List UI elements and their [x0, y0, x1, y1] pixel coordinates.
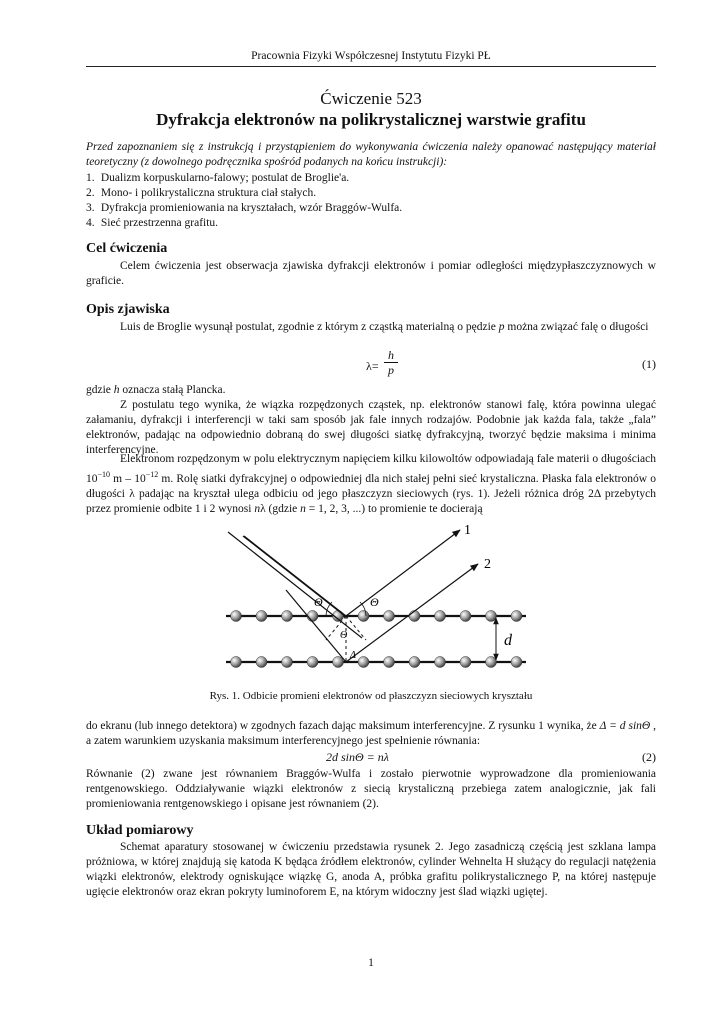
- topics-list: [86, 171, 656, 231]
- lattice-atom: [333, 657, 344, 668]
- lattice-atom: [307, 657, 318, 668]
- lattice-atom: [282, 657, 293, 668]
- opis-paragraph-1: Luis de Broglie wysunął postulat, zgodnie z którym z cząstką materialną o pędzie p można związać falę o długości: [120, 321, 649, 333]
- list-item: 1. Dualizm korpuskularno-falowy; postulat de Broglie'a.: [86, 172, 350, 184]
- lattice-atom: [511, 657, 522, 668]
- section-heading-cel: Cel ćwiczenia: [86, 241, 168, 256]
- lattice-atom: [256, 611, 267, 622]
- lattice-atom: [231, 611, 242, 622]
- list-item: 4. Sieć przestrzenna grafitu.: [86, 217, 219, 229]
- ray-label-2: 2: [484, 557, 491, 572]
- lattice-atom: [511, 611, 522, 622]
- ray-label-1: 1: [464, 523, 471, 538]
- uklad-paragraph: Schemat aparatury stosowanej w ćwiczeniu przedstawia rysunek 2. Jego zasadniczą częścią jest szklana lampa próżniowa, w której znajdują się katoda K będąca źródłem elektronów, cylinder Wehnelta H służący do regulacji natężenia wiązki elektronów, elektrody ogniskujące wiązkę G, anoda A, próbka grafitu polikrystalicznego P, na której następuje ugięcie elektronów oraz ekran pokryty luminoforem E, na którym widoczny jest ślad wiązki ugiętej.: [86, 841, 656, 898]
- lattice-atom: [435, 657, 446, 668]
- page-header: Pracownia Fizyki Współczesnej Instytutu Fizyki PŁ: [86, 50, 656, 67]
- cel-paragraph: Celem ćwiczenia jest obserwacja zjawiska dyfrakcji elektronów i pomiar odległości międzypłaszczyznowych w graficie.: [86, 260, 656, 287]
- theta-label-right: Θ: [370, 595, 379, 609]
- lattice-atom: [282, 611, 293, 622]
- theta-label-inner: Θ: [340, 630, 348, 641]
- section-heading-uklad: Układ pomiarowy: [86, 823, 194, 838]
- opis-paragraph-2: gdzie h oznacza stałą Plancka.: [86, 384, 226, 396]
- cont-paragraph-6: Równanie (2) zwane jest równaniem Braggów-Wulfa i zostało pierwotnie wyprowadzone dla promieniowania rentgenowskiego. Oddziaływanie wiązki elektronów z siecią krystaliczną przebiega zatem analogicznie, jak fali promieniowania rentgenowskiego i opisane jest równaniem (2).: [86, 768, 656, 810]
- lattice-atom: [358, 611, 369, 622]
- lattice-atom: [435, 611, 446, 622]
- lattice-atom: [358, 657, 369, 668]
- exercise-subtitle: Dyfrakcja elektronów na polikrystalicznej warstwie grafitu: [156, 110, 586, 129]
- list-item: 2. Mono- i polikrystaliczna struktura ciał stałych.: [86, 187, 317, 199]
- lattice-atom: [384, 611, 395, 622]
- lattice-atom: [460, 611, 471, 622]
- page-number: 1: [368, 957, 374, 969]
- lattice-atom: [256, 657, 267, 668]
- section-heading-opis: Opis zjawiska: [86, 302, 170, 317]
- theta-label-left: Θ: [314, 595, 323, 609]
- lattice-atom: [409, 611, 420, 622]
- opis-paragraph-3: Z postulatu tego wynika, że wiązka rozpędzonych cząstek, np. elektronów stanowi falę, która powinna ulegać załamaniu, dyfrakcji i interferencji w taki sam sposób jak fale innych rodzajów. Podobnie jak każda fala, także „fala” elektronów, padając na odpowiednio dobraną do swej długości siatkę dyfrakcyjną, tworzyć będzie maksima i minima interferencyjne.: [86, 399, 656, 456]
- intro-paragraph: Przed zapoznaniem się z instrukcją i przystąpieniem do wykonywania ćwiczenia należy opanować następujący materiał teoretyczny (z dowolnego podręcznika spośród podanych na końcu instrukcji):: [86, 141, 656, 168]
- exercise-title: Ćwiczenie 523: [320, 89, 422, 108]
- opis-paragraph-4: Elektronom rozpędzonym w polu elektrycznym napięciem kilku kilowoltów odpowiadają fale materii o długościach $10^{-10}$ m – $10^{-12}$ m. Rolę siatki dyfrakcyjnej o odpowiedniej dla nich stałej pełni sieć krystaliczna. Płaska fala elektronów o długości λ padając na kryształ ulega odbiciu od jego płaszczyzn sieciowych (rys. 1). Jeżeli różnica dróg 2Δ przebytych przez promienie odbite 1 i 2 wynosi nλ (gdzie n = 1, 2, 3, ...) to promienie te docierają: [86, 453, 656, 515]
- lattice-atom: [231, 657, 242, 668]
- figure-caption: Rys. 1. Odbicie promieni elektronów od płaszczyzn sieciowych kryształu: [209, 690, 533, 702]
- equation-1: λ= $\frac{h}{p}$ (1): [366, 348, 656, 377]
- list-item: 3. Dyfrakcja promieniowania na kryształach, wzór Braggów-Wulfa.: [86, 202, 403, 214]
- lattice-atom: [486, 657, 497, 668]
- lattice-atom: [409, 657, 420, 668]
- lattice-atom: [460, 657, 471, 668]
- incident-ray-2: [228, 532, 362, 638]
- lattice-atom: [486, 611, 497, 622]
- reflected-ray-1: [346, 530, 460, 616]
- delta-label: Δ: [350, 650, 356, 661]
- cont-paragraph-5: do ekranu (lub innego detektora) w zgodnych fazach dając maksimum interferencyjne. Z rysunku 1 wynika, że Δ = d sinΘ , a zatem warunkiem uzyskania maksimum interferencyjnego jest spełnienie równania:: [86, 720, 657, 747]
- d-label: d: [504, 632, 512, 649]
- lattice-atom: [307, 611, 318, 622]
- bragg-diffraction-figure: [226, 520, 526, 680]
- lattice-atom: [384, 657, 395, 668]
